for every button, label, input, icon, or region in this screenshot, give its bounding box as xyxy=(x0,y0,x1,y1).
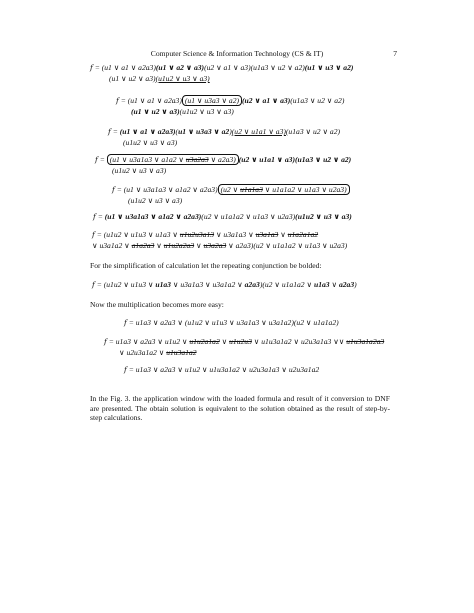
journal-title: Computer Science & Information Technology (CS & IT) xyxy=(150,49,324,58)
formula-line: (u1u2 ∨ u3 ∨ a3) xyxy=(112,166,167,175)
formula-line: (u1u2 ∨ u3 ∨ a3) xyxy=(128,196,183,205)
simplification-note: For the simplification of calculation let the repeating conjunction be bolded: xyxy=(90,261,322,270)
conclusion-paragraph: In the Fig. 3. the application window with the loaded formula and result of it conversion to DNF are presented. The obtain solution is equivalent to the solution obtained as the result of step-by-step calculations. xyxy=(90,394,390,422)
formula-line-final: 𝑓 = u1a3 ∨ a2a3 ∨ u1u2 ∨ u1u3a1a2 ∨ u2u3a1a3 ∨ u2u3a1a2 xyxy=(124,365,320,374)
formula-line: (u1u2 ∨ u3 ∨ a3) xyxy=(123,138,178,147)
formula-line: 𝑓 = (u1 ∨ u3a1a3 ∨ a1a2 ∨ a2a3) (u2 ∨ u1a1a3 ∨ u1a1a2 ∨ u1a3 ∨ u2a3) xyxy=(112,186,350,194)
formula-line: 𝑓 = (u1 ∨ a1 ∨ a2a3)(u1 ∨ a2 ∨ a3)(u2 ∨ a1 ∨ a3)(u1a3 ∨ u2 ∨ a2)(u1 ∨ u3 ∨ a2) xyxy=(90,63,354,72)
formula-line: 𝑓 = (u1 ∨ a1 ∨ a2a3) (u1 ∨ u3a3 ∨ a2) (u2 ∨ a1 ∨ a3)(u1a3 ∨ u2 ∨ a2) xyxy=(116,96,345,105)
formula-line: 𝑓 = u1a3 ∨ a2a3 ∨ (u1u2 ∨ u1u3 ∨ u3a1a3 ∨ u3a1a2)(u2 ∨ u1a1a2) xyxy=(124,318,339,327)
formula-line: ∨ u3a1a2 ∨ a1a2a3 ∨ u1u2a2a3 ∨ u3a2a3 ∨ a2a3)(u2 ∨ u1a1a2 ∨ u1a3 ∨ u2a3) xyxy=(92,241,348,250)
formula-line: (u1 ∨ u2 ∨ a3)(u1u2 ∨ u3 ∨ a3) xyxy=(109,74,210,83)
formula-line: 𝑓 = u1a3 ∨ a2a3 ∨ u1u2 ∨ u1u2a1a2 ∨ u1u2u3 ∨ u1u3a1a2 ∨ u2u3a1a3 ∨∨ u1u3a1a2a3 xyxy=(104,337,385,346)
formula-line: 𝑓 = (u1 ∨ u3a1a3 ∨ a1a2 ∨ u3a2a3 ∨ a2a3) (u2 ∨ u1a1 ∨ a3)(u1a3 ∨ u2 ∨ a2) xyxy=(95,155,352,164)
formula-line: 𝑓 = (u1 ∨ a1 ∨ a2a3)(u1 ∨ u3a3 ∨ a2)(u2 ∨ u1a1 ∨ a3)(u1a3 ∨ u2 ∨ a2) xyxy=(108,127,341,136)
formula-line: (u1 ∨ u2 ∨ a3)(u1u2 ∨ u3 ∨ a3) xyxy=(131,107,234,116)
multiplication-note: Now the multiplication becomes more easy: xyxy=(90,300,224,309)
page-number: 7 xyxy=(393,49,397,58)
formula-line: 𝑓 = (u1u2 ∨ u1u3 ∨ u1a3 ∨ u1u2u3a13 ∨ u3a1a3 ∨ u3a1a3 ∨ u1a2a1a2 xyxy=(92,230,319,239)
formula-line: ∨ u2u3a1a2 ∨ u1u3a1a2 xyxy=(119,348,197,357)
formula-line: 𝑓 = (u1u2 ∨ u1u3 ∨ u1a3 ∨ u3a1a3 ∨ u3a1a2 ∨ a2a3)(u2 ∨ u1a1a2 ∨ u1a3 ∨ a2a3) xyxy=(92,280,357,289)
formula-line: 𝑓 = (u1 ∨ u3a1a3 ∨ a1a2 ∨ a2a3)(u2 ∨ u1a1a2 ∨ u1a3 ∨ u2a3)(u1u2 ∨ u3 ∨ a3) xyxy=(93,212,352,221)
